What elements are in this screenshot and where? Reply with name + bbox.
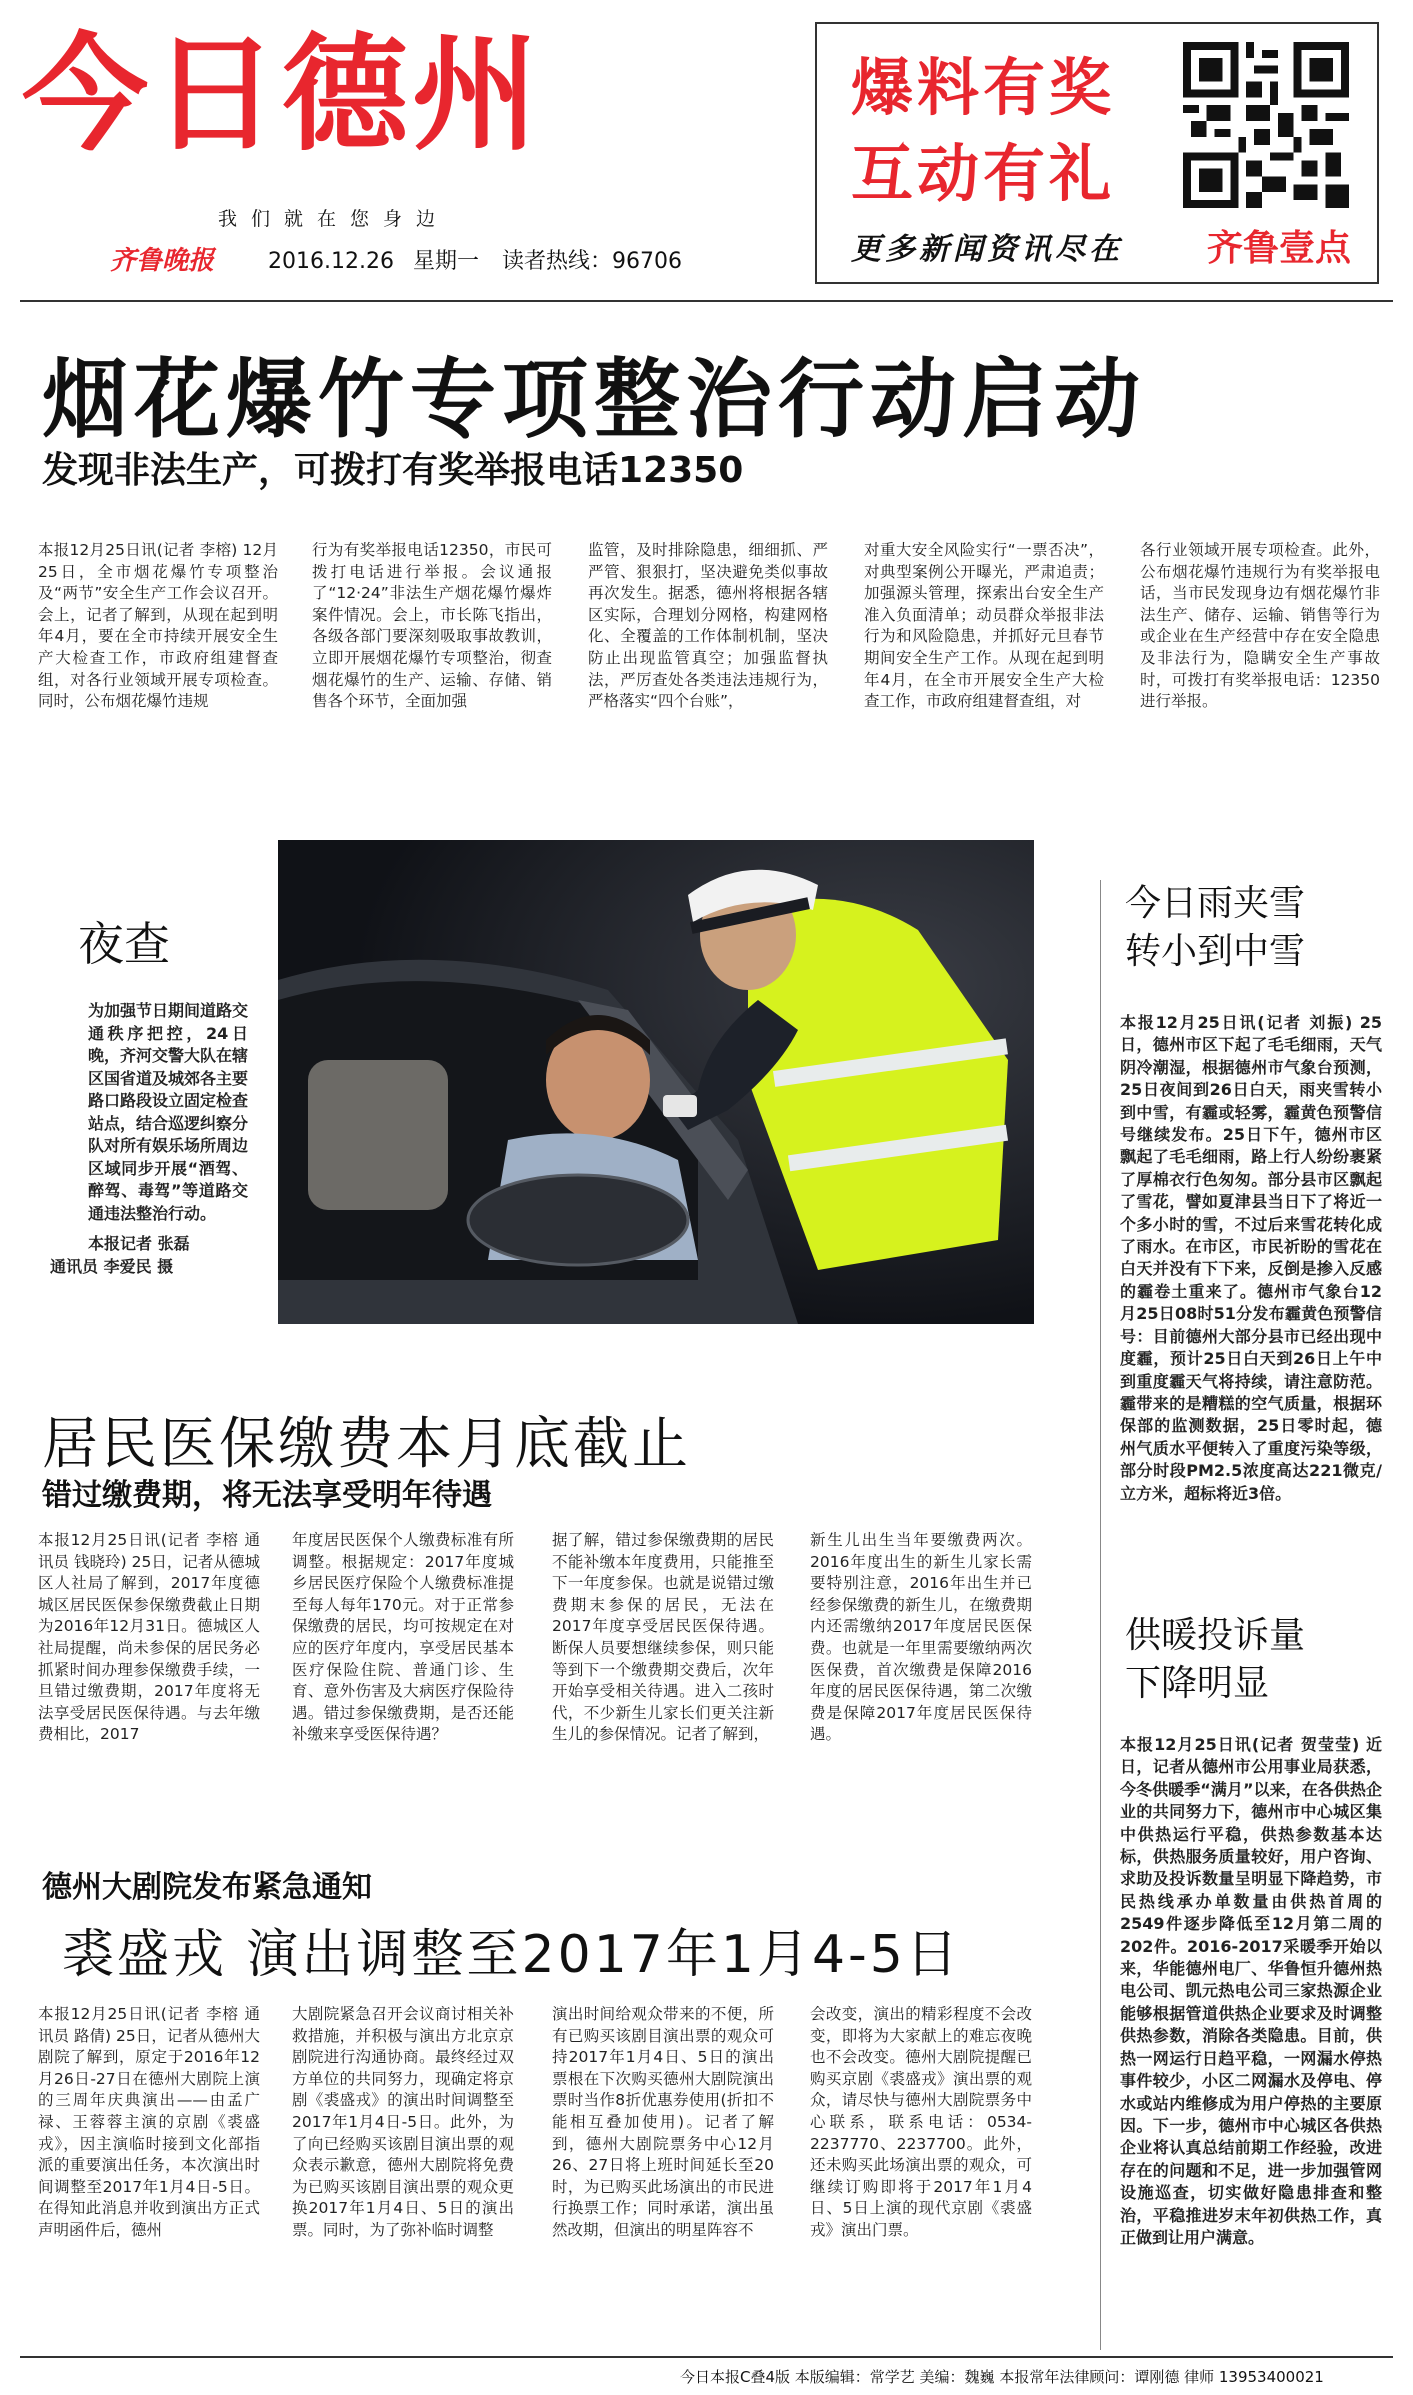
promo-line-2: 互动有礼 [851,137,1116,210]
story3-col-4: 会改变，演出的精彩程度不会改变，即将为大家献上的难忘夜晚也不会改变。德州大剧院提醒已购买京剧《裘盛戎》演出票的观众，请尽快与德州大剧院票务中心联系，联系电话：0534-2237770、2237700。此外，还未购买此场演出票的观众，可继续订购即将于2017年1月4日、5日上演的现代京剧《裘盛戎》演出门票。 [810,2005,1032,2239]
story2-subhead: 错过缴费期，将无法享受明年待遇 [42,1478,492,1513]
promo-more: 更多新闻资讯尽在 [851,232,1123,267]
heating-headline-line-1: 供暖投诉量 [1125,1615,1306,1656]
photo-story-title: 夜查 [78,917,170,971]
story2-col-1: 本报12月25日讯(记者 李榕 通讯员 钱晓玲) 25日，记者从德城区人社局了解到，2017年度德城区居民医保参保缴费截止日期为2016年12月31日。德城区人社局提醒，尚未参保的居民务必抓紧时间办理参保缴费手续，一旦错过缴费期，2017年度将无法享受居民医保待遇。与去年缴费相比，2017 [38,1531,260,1744]
story3-col-2: 大剧院紧急召开会议商讨相关补救措施，并积极与演出方北京京剧院进行沟通协商。最终经过双方单位的共同努力，现确定将京剧《裘盛戎》的演出时间调整至2017年1月4日-5日。此外，为了向已经购买该剧目演出票的观众表示歉意，德州大剧院将免费为已购买该剧目演出票的观众更换2017年1月4日、5日的演出票。同时，为了弥补临时调整 [292,2005,514,2239]
story1-col-3: 监管，及时排除隐患，细细抓、严严管、狠狠打，坚决避免类似事故再次发生。据悉，德州将根据各辖区实际，合理划分网格，构建网格化、全覆盖的工作体制机制，坚决防止出现监管真空；加强监督执法，严厉查处各类违法违规行为，严格落实“四个台账”， [588,541,828,711]
promo-logo: 齐鲁壹点 [1206,228,1351,269]
traffic-check-illustration [278,840,1034,1324]
dateline [268,244,682,275]
masthead-brand: 齐鲁晚报 [110,246,215,276]
weather-headline [1125,880,1305,976]
page-footer: 今日本报C叠4版 本版编辑：常学艺 美编：魏巍 本报常年法律顾问：谭刚德 律师 13953400021 [680,2368,1324,2386]
heating-headline [1125,1612,1305,1708]
story1-col-1: 本报12月25日讯(记者 李榕) 12月25日，全市烟花爆竹专项整治及“两节”安全生产工作会议召开。会上，记者了解到，从现在起到明年4月，要在全市持续开展安全生产大检查工作，市政府组建督查组，对各行业领域开展专项检查。同时，公布烟花爆竹违规 [38,541,278,711]
heating-headline-line-2: 下降明显 [1125,1663,1270,1704]
story2-col-2: 年度居民医保个人缴费标准有所调整。根据规定：2017年度城乡居民医疗保险个人缴费标准提至每人每年170元。对于正常参保缴费的居民，均可按规定在对应的医疗年度内，享受居民基本医疗保险住院、普通门诊、生育、意外伤害及大病医疗保险待遇。错过参保缴费期，是否还能补缴来享受医保待遇？ [292,1531,514,1744]
story1-headline: 烟花爆竹专项整治行动启动 [42,350,1146,450]
masthead-title: 今日德州 [22,21,542,168]
photo-story-credit-1: 本报记者 张磊 [88,1234,190,1253]
weather-headline-line-1: 今日雨夹雪 [1125,883,1306,924]
reader-hotline: 读者热线：96706 [501,249,682,274]
story1-col-2: 行为有奖举报电话12350，市民可拨打电话进行举报。会议通报了“12·24”非法生产烟花爆竹爆炸案件情况。会上，市长陈飞指出，各级各部门要深刻吸取事故教训，立即开展烟花爆竹专项整治，彻查烟花爆竹的生产、运输、存储、销售各个环节，全面加强 [312,541,552,711]
promo-line-1: 爆料有奖 [851,51,1116,124]
story1-col-5: 各行业领域开展专项检查。此外，公布烟花爆竹违规行为有奖举报电话，当市民发现身边有烟花爆竹非法生产、储存、运输、销售等行为或企业在生产经营中存在安全隐患及非法行为，隐瞒安全生产事故时，可拨打有奖举报电话：12350进行举报。 [1140,541,1380,711]
promo-box [815,22,1379,284]
photo-story-credit-2: 通讯员 李爱民 摄 [50,1257,174,1276]
story3-col-3: 演出时间给观众带来的不便，所有已购买该剧目演出票的观众可持2017年1月4日、5日的演出票根在下次购买德州大剧院演出票时当作8折优惠券使用(折扣不能相互叠加使用)。记者了解到，德州大剧院票务中心12月26、27日将上班时间延长至20时，为已购买此场演出的市民进行换票工作；同时承诺，演出虽然改期，但演出的明星阵容不 [552,2005,774,2239]
story2-col-3: 据了解，错过参保缴费期的居民不能补缴本年度费用，只能推至下一年度参保。也就是说错过缴费期末参保的居民，无法在2017年度享受居民医保待遇。断保人员要想继续参保，则只能等到下一个缴费期交费后，次年开始享受相关待遇。进入二孩时代，不少新生儿家长们更关注新生儿的参保情况。记者了解到， [552,1531,774,1744]
heating-body: 本报12月25日讯(记者 贺莹莹) 近日，记者从德州市公用事业局获悉，今冬供暖季“满月”以来，在各供热企业的共同努力下，德州市中心城区集中供热运行平稳，供热参数基本达标，供热服务质量较好，用户咨询、求助及投诉数量呈明显下降趋势，市民热线承办单数量由供热首周的2549件逐步降低至12月第二周的202件。2016-2017采暖季开始以来，华能德州电厂、华鲁恒升德州热电公司、凯元热电公司三家热源企业能够根据管道供热企业要求及时调整供热参数，消除各类隐患。目前，供热一网运行日趋平稳，一网漏水停热事件较少，小区二网漏水及停电、停水或站内维修成为用户停热的主要原因。下一步，德州市中心城区各供热企业将认真总结前期工作经验，改进存在的问题和不足，进一步加强管网设施巡查，切实做好隐患排查和整治，平稳推进岁末年初供热工作，真正做到让用户满意。 [1120,1735,1382,2247]
issue-weekday: 星期一 [412,249,479,274]
story1-col-4: 对重大安全风险实行“一票否决”，对典型案例公开曝光，严肃追责；加强源头管理，探索出台安全生产准入负面清单；动员群众举报非法行为和风险隐患，并抓好元旦春节期间安全生产工作。从现在起到明年4月，在全市开展安全生产大检查工作，市政府组建督查组，对 [864,541,1104,711]
story2-headline: 居民医保缴费本月底截止 [42,1412,691,1477]
masthead-rule [20,300,1393,302]
photo-story-caption: 为加强节日期间道路交通秩序把控，24日晚，齐河交警大队在辖区国省道及城郊各主要路口路段设立固定检查站点，结合巡逻纠察分队对所有娱乐场所周边区域同步开展“酒驾、醉驾、毒驾”等道路交通违法整治行动。 [88,1001,249,1223]
story2-col-4: 新生儿出生当年要缴费两次。2016年度出生的新生儿家长需要特别注意，2016年出生并已经参保缴费的新生儿，在缴费期内还需缴纳2017年度居民医保费。也就是一年里需要缴纳两次医保费，首次缴费是保障2016年度的居民医保待遇，第二次缴费是保障2017年度居民医保待遇。 [810,1531,1032,1744]
story3-headline: 裘盛戎 演出调整至2017年1月4-5日 [62,1925,961,1985]
story1-subhead: 发现非法生产，可拨打有奖举报电话12350 [42,450,744,491]
weather-body: 本报12月25日讯(记者 刘振) 25日，德州市区下起了毛毛细雨，天气阴冷潮湿，根据德州市气象台预测，25日夜间到26日白天，雨夹雪转小到中雪，有霾或轻雾，霾黄色预警信号继续发布。25日下午，德州市区飘起了毛毛细雨，路上行人纷纷裹紧了厚棉衣行色匆匆。部分县市区飘起了雪花，譬如夏津县当日下了将近一个多小时的雪，不过后来雪花转化成了雨水。在市区，市民祈盼的雪花在白天并没有下下来，反倒是掺入反感的霾卷土重来了。德州市气象台12月25日08时51分发布霾黄色预警信号：目前德州大部分县市已经出现中度霾，预计25日白天到26日上午中到重度霾天气将持续，请注意防范。霾带来的是糟糕的空气质量，根据环保部的监测数据，25日零时起，德州气质水平便转入了重度污染等级，部分时段PM2.5浓度高达221微克/立方米，超标将近3倍。 [1120,1013,1382,1503]
weather-headline-line-2: 转小到中雪 [1125,931,1306,972]
qr-code-icon[interactable] [1183,42,1349,208]
masthead-slogan: 我们就在您身边 [218,208,450,230]
footer-rule [20,2356,1393,2358]
sidebar-divider [1100,880,1101,2350]
issue-date: 2016.12.26 [268,249,394,274]
news-photo [278,840,1034,1324]
story3-kicker: 德州大剧院发布紧急通知 [42,1870,372,1905]
story3-col-1: 本报12月25日讯(记者 李榕 通讯员 路倩) 25日，记者从德州大剧院了解到，原定于2016年12月26日-27日在德州大剧院上演的三周年庆典演出——由孟广禄、王蓉蓉主演的京剧《裘盛戎》，因主演临时接到文化部指派的重要演出任务，本次演出时间调整至2017年1月4日-5日。在得知此消息并收到演出方正式声明函件后，德州 [38,2005,260,2239]
